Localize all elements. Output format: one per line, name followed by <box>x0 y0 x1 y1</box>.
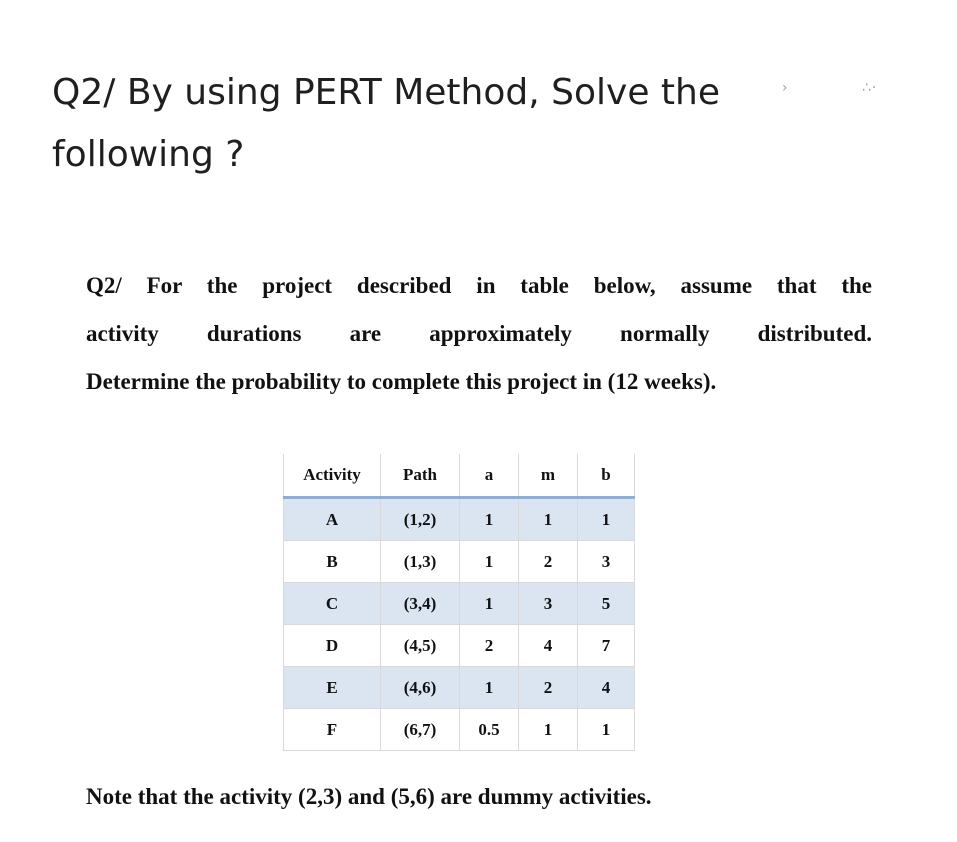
cell-path: (1,2) <box>381 498 460 541</box>
cell-activity: B <box>284 541 381 583</box>
faint-mark: ∴· <box>862 80 878 96</box>
cell-m: 1 <box>519 498 578 541</box>
table-row <box>284 667 635 709</box>
cell-a: 1 <box>460 583 519 625</box>
table-row <box>284 709 635 751</box>
question-heading-line-1: Q2/ By using PERT Method, Solve the <box>52 72 720 113</box>
cell-m: 2 <box>519 541 578 583</box>
cell-activity: D <box>284 625 381 667</box>
column-header-activity: Activity <box>284 454 381 498</box>
problem-line-1: Q2/ For the project described in table below, assume that the <box>86 273 872 298</box>
faint-mark: › <box>782 80 788 96</box>
table-row <box>284 625 635 667</box>
cell-b: 4 <box>578 667 635 709</box>
cell-b: 5 <box>578 583 635 625</box>
table-header-row <box>284 454 635 498</box>
cell-a: 0.5 <box>460 709 519 751</box>
cell-path: (1,3) <box>381 541 460 583</box>
column-header-b: b <box>578 454 635 498</box>
cell-path: (3,4) <box>381 583 460 625</box>
cell-path: (4,5) <box>381 625 460 667</box>
table-row <box>284 498 635 541</box>
cell-b: 1 <box>578 709 635 751</box>
cell-m: 1 <box>519 709 578 751</box>
cell-m: 4 <box>519 625 578 667</box>
cell-a: 1 <box>460 498 519 541</box>
problem-line-2: activity durations are approximately normally distributed. <box>86 321 872 346</box>
cell-path: (4,6) <box>381 667 460 709</box>
column-header-path: Path <box>381 454 460 498</box>
cell-a: 1 <box>460 667 519 709</box>
question-heading-line-2: following ? <box>52 134 245 175</box>
cell-b: 3 <box>578 541 635 583</box>
cell-activity: C <box>284 583 381 625</box>
pert-activity-table <box>283 454 635 751</box>
column-header-a: a <box>460 454 519 498</box>
column-header-m: m <box>519 454 578 498</box>
cell-m: 3 <box>519 583 578 625</box>
cell-activity: E <box>284 667 381 709</box>
table-row <box>284 541 635 583</box>
problem-line-3: Determine the probability to complete this project in (12 weeks). <box>86 369 717 394</box>
cell-activity: A <box>284 498 381 541</box>
cell-b: 7 <box>578 625 635 667</box>
cell-m: 2 <box>519 667 578 709</box>
cell-a: 1 <box>460 541 519 583</box>
cell-path: (6,7) <box>381 709 460 751</box>
question-heading <box>52 62 812 186</box>
cell-b: 1 <box>578 498 635 541</box>
cell-activity: F <box>284 709 381 751</box>
problem-statement <box>86 262 872 406</box>
cell-a: 2 <box>460 625 519 667</box>
dummy-activities-note: Note that the activity (2,3) and (5,6) are dummy activities. <box>86 784 652 809</box>
table-row <box>284 583 635 625</box>
